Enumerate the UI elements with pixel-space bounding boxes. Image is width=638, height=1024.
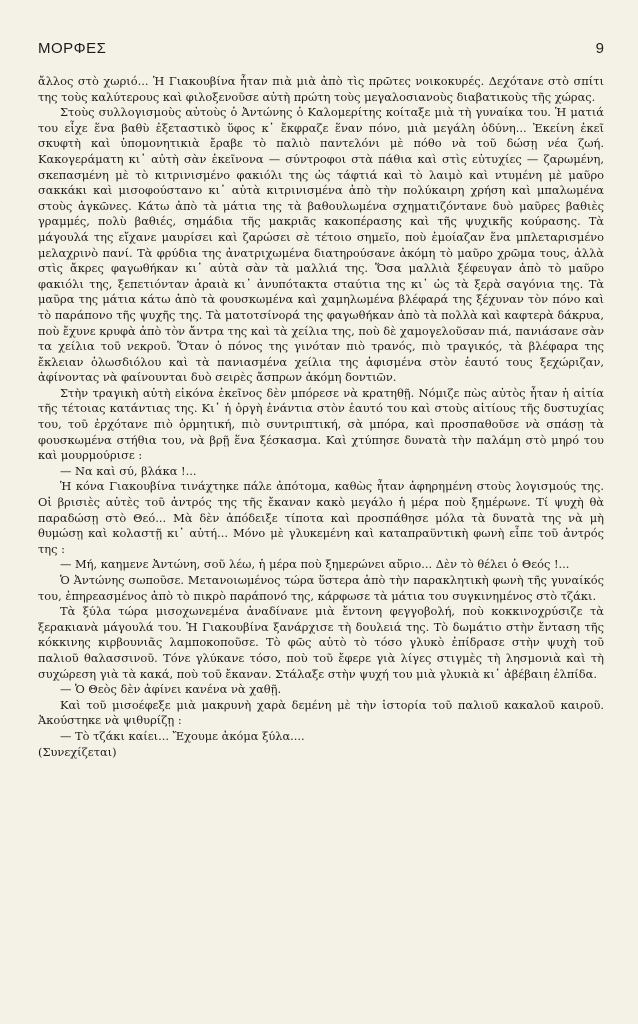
paragraph: Στοὺς συλλογισμοὺς αὐτοὺς ὁ Ἀντώνης ὁ Καλομερίτης κοίταξε μιὰ τὴ γυναίκα του. Ἡ ματιά του εἶχε ἕνα βαθὺ ἐξεταστικὸ ὕφος κ᾿ ἔκφραζε ἕναν πόνο, μιὰ μεγάλη ὀδύνη... Ἐκείνη ἐκεῖ σκυφτὴ καὶ ὑπομονητικιὰ ἔραβε τὸ παλιὸ παντελόνι μὲ πόθο νὰ τοῦ δώσῃ νέα ζωή. Κακογεράματη κι᾿ αὐτὴ σὰν ἐκεῖνονα — σύντροφοι στὰ πάθια καὶ στὶς εὐτυχίες — ζαρωμένη, σκεπασμένη μὲ τὸ κιτρινισμένο φακιόλι της ὡς τάφτιά καὶ τὸ λαιμὸ καὶ ντυμένη μὲ μαῦρο σακκάκι καὶ μισοφούστανο κι᾿ αὐτὰ κιτρινισμένα ἀπὸ τὴν πολύκαιρη χρήση καὶ μπαλωμένα στοὺς ἀγκῶνες. Κάτω ἀπὸ τὰ μάτια της τὰ βαθουλωμένα σχηματιζόντανε δυὸ μαῦρες βαθιὲς γραμμές, πολὺ βαθιές, σημάδια τῆς μακριᾶς κακοπέρασης καὶ τῆς ψυχικῆς κούρασης. Τὰ μάγουλά της εἴχανε μαυρίσει καὶ ζαρώσει σὲ τέτοιο σημεῖο, ποὺ ἐμοίαζαν ἕνα μπλεταρισμένο μελαχρινὸ πανί. Τὰ φρύδια της ἀνατριχωμένα διατηρούσανε ἀκόμη τὸ μαῦρο χρῶμα τους, ἀλλὰ στὶς ἄκρες φαγωθήκαν κι᾿ αὐτὰ σὰν τὰ μαλλιά της. Ὅσα μαλλιὰ ξέφευγαν ἀπὸ τὸ μαῦρο φακιόλι της, ξεπετιόνταν ἀραιὰ κι᾿ ἀνυπότακτα σταύτια της κι᾿ ὡς τὰ ξερὰ σαγόνια της. Τὰ μαῦρα της μάτια κάτω ἀπὸ τὰ φουσκωμένα καὶ χαμηλωμένα βλέφαρά της ξέχυναν τὸν πόνο καὶ τὸ παράπονο τῆς ψυχῆς της. Τὰ ματοτσίνορά της φαγωθήκαν ἀπὸ τὰ πολλὰ καὶ καφτερὰ δάκρυα, ποὺ ἔχυνε κρυφὰ ἀπὸ τὸν ἄντρα της καὶ τὰ χείλια της, ποὺ δὲ χαμογελοῦσαν πιά, πανιάσανε σὰν τα χείλια τοῦ νεκροῦ. Ὅταν ὁ πόνος της γινόταν πιὸ τρανός, πιὸ τραγικός, τὰ βλέφαρα της ἔκλειαν ὁλωσδιόλου καὶ τὰ πανιασμένα χείλια της ἀφισμένα στὸν ἑαυτό τους ξεχώριζαν, ἀφίνοντας νὰ φαίνουνται δυὸ σειρὲς ἄσπρων ἀκόμη δοντιῶν.	[38, 105, 604, 385]
paragraph: Καὶ τοῦ μισοέφεξε μιὰ μακρυνὴ χαρὰ δεμένη μὲ τὴν ἱστορία τοῦ παλιοῦ κακαλοῦ καιροῦ. Ἀκούστηκε νὰ ψιθυρίζῃ :	[38, 697, 604, 728]
dialogue-line: — Να καὶ σύ, βλάκα !...	[60, 463, 197, 478]
to-be-continued: (Συνεχίζεται)	[38, 744, 117, 759]
article-body	[38, 74, 604, 760]
dialogue-line: — Μή, καημενε Ἀντώνη, σοῦ λέω, ἡ μέρα ποὺ ξημερώνει αὔριο... Δὲν τὸ θέλει ὁ Θεός !...	[60, 557, 570, 572]
paragraph: Ὁ Ἀντώνης σωποῦσε. Μετανοιωμένος τώρα ὕστερα ἀπὸ τὴν παρακλητικὴ φωνὴ τῆς γυναίκός του, ἐπηρεασμένος ἀπὸ τὸ πικρὸ παράπονό της, κάρφωσε τὰ μάτια του συγκινημένος στὸ τζάκι.	[38, 573, 604, 603]
page-number: 9	[595, 40, 604, 57]
paragraph: ἄλλος στὸ χωριό... Ἡ Γιακουβίνα ἦταν πιὰ μιὰ ἀπὸ τὶς πρῶτες νοικοκυρές. Δεχότανε στὸ σπίτι της τοὺς καλύτερους καὶ φιλοξενοῦσε αὐτὴ πρώτη τοὺς μεγαλοσιανοὺς διαβατικοὺς τῆς χώρας.	[38, 74, 604, 104]
journal-title: ΜΟΡΦΕΣ	[38, 40, 107, 57]
paragraph: Τὰ ξύλα τώρα μισοχωνεμένα ἀναδίνανε μιὰ ἔντονη φεγγοβολή, ποὺ κοκκινοχρύσιζε τὰ ξερακιανὰ μάγουλά του. Ἡ Γιακουβίνα ξανάρχισε τὴ δουλειά της. Τὸ δωμάτιο στὴν ἔνταση τῆς κόκκινης κιρβουνιᾶς λαμποκοποῦσε. Τὸ φῶς αὐτὸ τὸ τόσο γλυκὸ ἐπίδρασε στὴν ψυχὴ τοῦ παλιοῦ θαλασσινοῦ. Τόνε γλύκανε τόσο, ποὺ τοῦ ἔφερε γιὰ λίγες στιγμὲς τὴ λησμονιὰ καὶ τὴ συχώρεση γιὰ τὰ κακά, ποὺ τοῦ ἔκαναν. Στάλαξε στὴν ψυχή του μιὰ γλυκιὰ κι᾿ ἀβέβαιη ἐλπίδα.	[38, 604, 604, 681]
dialogue-line: — Τὸ τζάκι καίει... Ἔχουμε ἀκόμα ξύλα....	[60, 728, 305, 743]
page-header	[38, 40, 604, 70]
paragraph: Ἡ κόνα Γιακουβίνα τινάχτηκε πάλε ἀπότομα, καθὼς ἦταν ἀφηρημένη στοὺς λογισμούς της. Οἱ βρισιὲς αὐτὲς τοῦ ἀντρός της τῆς ἔκαναν κακὸ μεγάλο ἡ μέρα ποὺ ξημέρωνε. Τί ψυχὴ θὰ παραδώσῃ στὸ Θεό... Μὰ δὲν ἀπόδειξε τίποτα καὶ προσπάθησε μόλα τὰ δυνατὰ της νὰ μὴ θυμώσῃ καὶ κολαστῇ κι᾿ αὐτή... Μόνο μὲ γλυκεμένη καὶ καταπραϋντικὴ φωνὴ εἶπε τοῦ ἀντρός της :	[38, 479, 604, 556]
dialogue-line: — Ὁ Θεὸς δὲν ἀφίνει κανένα νὰ χαθῇ.	[60, 682, 282, 697]
paragraph: Στὴν τραγικὴ αὐτὴ εἰκόνα ἐκεῖνος δὲν μπόρεσε νὰ κρατηθῇ. Νόμιζε πὼς αὐτὸς ἦταν ἡ αἰτία τῆς τέτοιας κατάντιας της. Κι᾿ ἡ ὀργὴ ἐνάντια στὸν ἑαυτό του καὶ στοὺς αἰτίους τῆς δυστυχίας του, τοῦ ἐρχότανε πιὸ ὁρμητική, πιὸ συντριπτική, σὰ μπόρα, καὶ προσπαθοῦσε νὰ σπάσῃ τὰ φουσκωμένα στήθια του, νὰ βρῇ ἕνα ξέσκασμα. Καὶ χτύπησε δυνατὰ τὴν παλάμη στὸ μηρό του καὶ μουρμούρισε :	[38, 385, 604, 463]
